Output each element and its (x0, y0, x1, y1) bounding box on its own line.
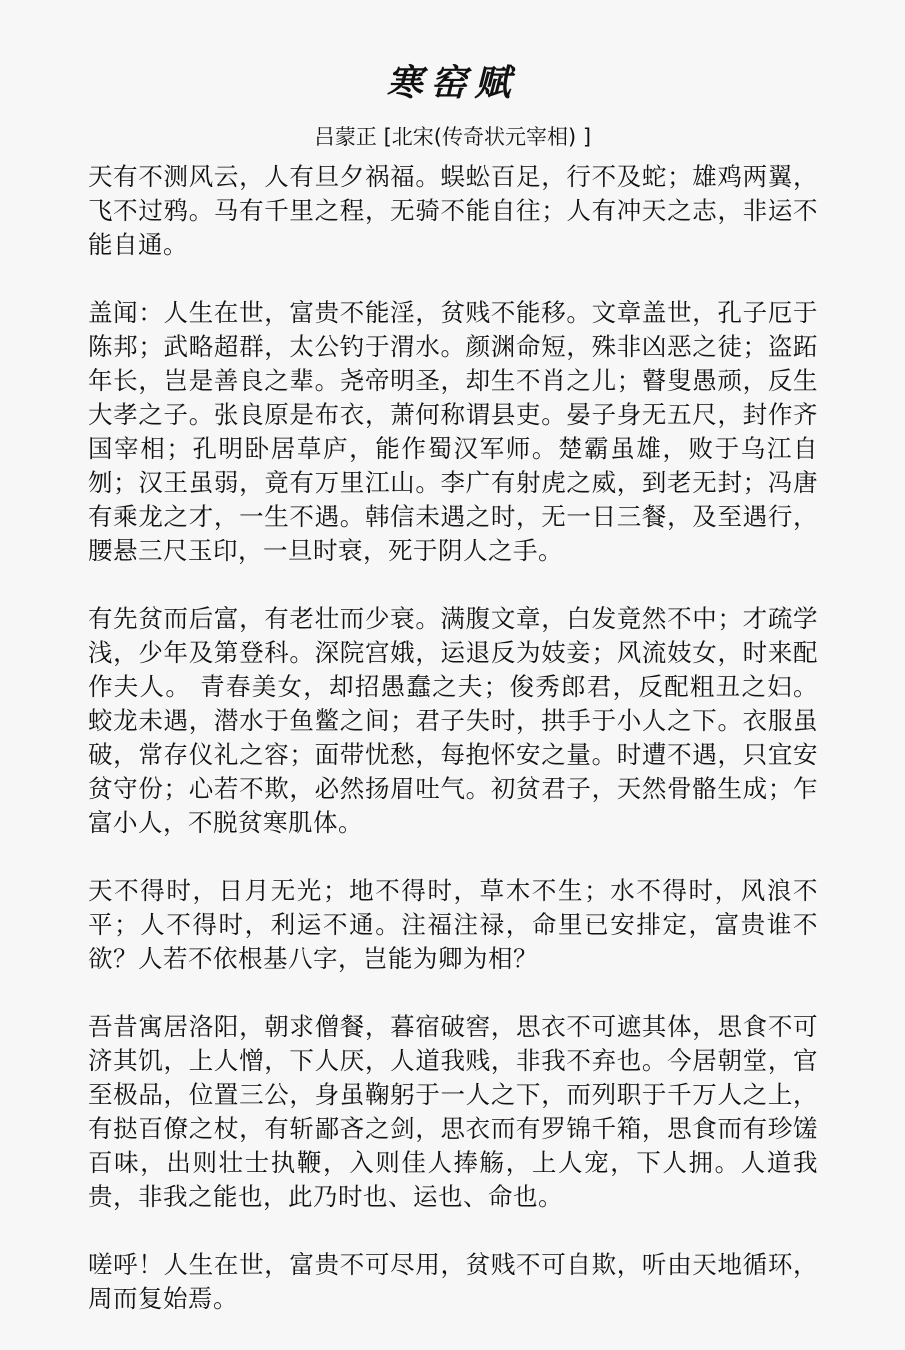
paragraph-4: 天不得时，日月无光；地不得时，草木不生；水不得时，风浪不平；人不得时，利运不通。注福注禄，命里已安排定，富贵谁不欲？人若不依根基八字，岂能为卿为相？ (88, 876, 818, 973)
poem-title: 寒窑赋 (386, 62, 519, 104)
paragraph-2: 盖闻：人生在世，富贵不能淫，贫贱不能移。文章盖世，孔子厄于陈邦；武略超群，太公钓于渭水。颜渊命短，殊非凶恶之徒；盗跖年长，岂是善良之辈。尧帝明圣，却生不肖之儿；瞽叟愚顽，反生大孝之子。张良原是布衣，萧何称谓县吏。晏子身无五尺，封作齐国宰相；孔明卧居草庐，能作蜀汉军师。楚霸虽雄，败于乌江自刎；汉王虽弱，竟有万里江山。李广有射虎之威，到老无封；冯唐有乘龙之才，一生不遇。韩信未遇之时，无一日三餐，及至遇行，腰悬三尺玉印，一旦时衰，死于阴人之手。 (88, 298, 818, 565)
poem-body (88, 160, 818, 1350)
paragraph-5: 吾昔寓居洛阳，朝求僧餐，暮宿破窖，思衣不可遮其体，思食不可济其饥，上人憎，下人厌，人道我贱，非我不弃也。今居朝堂，官至极品，位置三公，身虽鞠躬于一人之下，而列职于千万人之上，有挞百僚之杖，有斩鄙吝之剑，思衣而有罗锦千箱，思食而有珍馐百味，出则壮士执鞭，入则佳人捧觞，上人宠，下人拥。人道我贵，非我之能也，此乃时也、运也、命也。 (88, 1012, 818, 1211)
paragraph-1: 天有不测风云，人有旦夕祸福。蜈蚣百足，行不及蛇；雄鸡两翼，飞不过鸦。马有千里之程，无骑不能自往；人有冲天之志，非运不能自通。 (88, 162, 818, 259)
paragraph-3: 有先贫而后富，有老壮而少衰。满腹文章，白发竟然不中；才疏学浅，少年及第登科。深院宫娥，运退反为妓妾；风流妓女，时来配作夫人。 青春美女，却招愚蠢之夫；俊秀郎君，反配粗丑之妇。蛟龙未遇，潜水于鱼鳖之间；君子失时，拱手于小人之下。衣服虽破，常存仪礼之容；面带忧愁，每抱怀安之量。时遭不遇，只宜安贫守份；心若不欺，必然扬眉吐气。初贫君子，天然骨骼生成；乍富小人，不脱贫寒肌体。 (88, 604, 818, 837)
paragraph-6: 嗟呼！人生在世，富贵不可尽用，贫贱不可自欺，听由天地循环，周而复始焉。 (88, 1250, 818, 1313)
author-line: 吕蒙正 [北宋(传奇状元宰相) ] (313, 125, 592, 149)
